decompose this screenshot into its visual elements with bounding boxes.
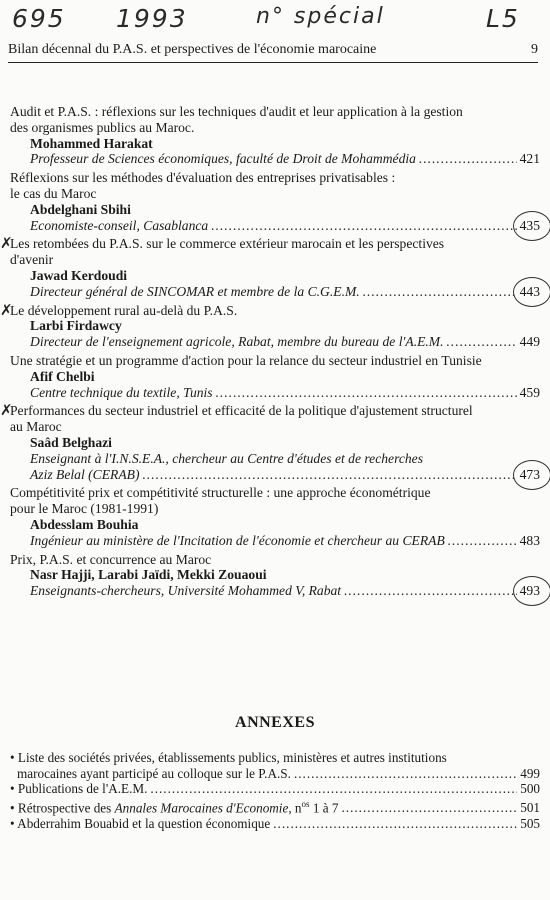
entry-role: Aziz Belal (CERAB) [30, 466, 140, 482]
entry-role-line [10, 334, 540, 350]
entry-author: Larbi Firdawcy [30, 318, 122, 334]
annex-item [10, 816, 540, 832]
annex-text [10, 797, 338, 816]
entry-page: 443 [519, 283, 540, 299]
entry-role: Centre technique du textile, Tunis [30, 384, 213, 400]
entry-role: Directeur général de SINCOMAR et membre de la C.G.E.M. [30, 283, 360, 299]
entry-author: Abdesslam Bouhia [30, 516, 139, 532]
entry-topic: le cas du Maroc [10, 185, 97, 201]
entry-topic: Une stratégie et un programme d'action pour la relance du secteur industriel en Tunisie [10, 352, 482, 368]
entry-author: Mohammed Harakat [30, 135, 153, 151]
entry-role: Professeur de Sciences économiques, faculté de Droit de Mohammédia [30, 151, 416, 167]
entry-role-line [10, 385, 540, 401]
running-header-title: Bilan décennal du P.A.S. et perspectives de l'économie marocaine [8, 42, 377, 57]
entry-topic: des organismes publics au Maroc. [10, 119, 195, 135]
entry-page: 459 [519, 384, 540, 400]
entry-author: Nasr Hajji, Larabi Jaïdi, Mekki Zouaoui [30, 567, 267, 583]
entry-page: 493 [519, 583, 540, 599]
annex-text: • Abderrahim Bouabid et la question économique [10, 815, 271, 831]
entry-role: Enseignants-chercheurs, Université Mohammed V, Rabat [30, 583, 342, 599]
check-mark-icon: ✗ [0, 300, 13, 319]
dot-leader [448, 533, 517, 549]
entry-topic: Compétitivité prix et compétitivité structurelle : une approche économétrique [10, 485, 431, 501]
handwritten-note-2: 1993 [116, 4, 188, 33]
handwritten-note-3: n° spécial [256, 4, 385, 29]
annexes-list [10, 750, 540, 831]
entry-role: Directeur de l'enseignement agricole, Rabat, membre du bureau de l'A.E.M. [30, 334, 444, 350]
dot-leader [142, 467, 516, 483]
entry-page: 421 [519, 151, 540, 167]
entry-page: 473 [519, 466, 540, 482]
toc-entry [10, 353, 540, 400]
entry-role-line [10, 467, 540, 483]
annex-text: marocaines ayant participé au colloque sur le P.A.S. [17, 765, 291, 781]
entry-role: Ingénieur au ministère de l'Incitation de l'économie et chercheur au CERAB [30, 532, 445, 548]
entry-role-line [10, 533, 540, 549]
entry-role-line [10, 218, 540, 234]
annex-page: 500 [520, 781, 540, 797]
entry-role-line [10, 284, 540, 300]
toc-entry [0, 234, 540, 299]
toc-entry [10, 104, 540, 167]
annex-item [10, 781, 540, 797]
annex-page: 501 [520, 800, 540, 816]
table-of-contents [0, 104, 540, 602]
entry-page: 435 [519, 217, 540, 233]
entry-role-line [10, 583, 540, 599]
entry-author: Jawad Kerdoudi [30, 267, 128, 283]
annex-journal-title: Annales Marocaines d'Economie [114, 800, 289, 816]
entry-subrole: Enseignant à l'I.N.S.E.A., chercheur au Centre d'études et de recherches [30, 450, 424, 466]
entry-role: Economiste-conseil, Casablanca [30, 217, 209, 233]
dot-leader [216, 385, 517, 401]
entry-topic: d'avenir [10, 252, 54, 268]
annexes-heading: ANNEXES [235, 714, 315, 731]
dot-leader [150, 781, 517, 797]
entry-topic: Les retombées du P.A.S. sur le commerce extérieur marocain et les perspectives [10, 236, 445, 252]
dot-leader [341, 800, 517, 816]
running-header [8, 40, 538, 63]
annex-sup: os [301, 798, 310, 809]
handwritten-note [6, 4, 540, 36]
dot-leader [419, 151, 517, 167]
check-mark-icon: ✗ [0, 401, 13, 420]
entry-author: Afif Chelbi [30, 368, 95, 384]
entry-role-line [10, 151, 540, 167]
toc-entry [10, 485, 540, 548]
dot-leader [447, 334, 517, 350]
entry-topic: au Maroc [10, 419, 62, 435]
dot-leader [363, 284, 517, 300]
check-mark-icon: ✗ [0, 234, 13, 253]
annex-item [10, 797, 540, 816]
entry-author: Abdelghani Sbihi [30, 201, 131, 217]
annex-page: 499 [520, 765, 540, 781]
toc-entry [10, 170, 540, 233]
dot-leader [211, 218, 516, 234]
entry-author: Saâd Belghazi [30, 434, 112, 450]
annex-text-suffix: , n [288, 800, 302, 816]
annex-text-prefix: • Rétrospective des [10, 800, 115, 816]
page-number: 9 [531, 42, 538, 57]
entry-page: 449 [519, 334, 540, 350]
handwritten-note-1: 695 [12, 4, 66, 33]
entry-topic: Réflexions sur les méthodes d'évaluation des entreprises privatisables : [10, 170, 396, 186]
dot-leader [344, 583, 517, 599]
toc-entry [10, 552, 540, 599]
annex-item [10, 750, 540, 781]
annex-page: 505 [520, 815, 540, 831]
entry-topic: Prix, P.A.S. et concurrence au Maroc [10, 551, 212, 567]
dot-leader [273, 816, 517, 832]
entry-page: 483 [519, 532, 540, 548]
dot-leader [294, 766, 517, 782]
annex-text: • Liste des sociétés privées, établissements publics, ministères et autres institutions [10, 750, 447, 765]
annex-text: • Publications de l'A.E.M. [10, 781, 148, 797]
toc-entry [0, 300, 540, 350]
entry-topic: pour le Maroc (1981-1991) [10, 501, 159, 517]
annex-text-tail: 1 à 7 [309, 800, 339, 816]
toc-entry [0, 401, 540, 482]
entry-topic: Le développement rural au-delà du P.A.S. [10, 302, 238, 318]
handwritten-note-4: L5 [486, 4, 520, 33]
entry-topic: Audit et P.A.S. : réflexions sur les techniques d'audit et leur application à la gestion [10, 104, 463, 119]
annex-line [10, 766, 540, 782]
entry-topic: Performances du secteur industriel et efficacité de la politique d'ajustement structurel [10, 403, 473, 419]
